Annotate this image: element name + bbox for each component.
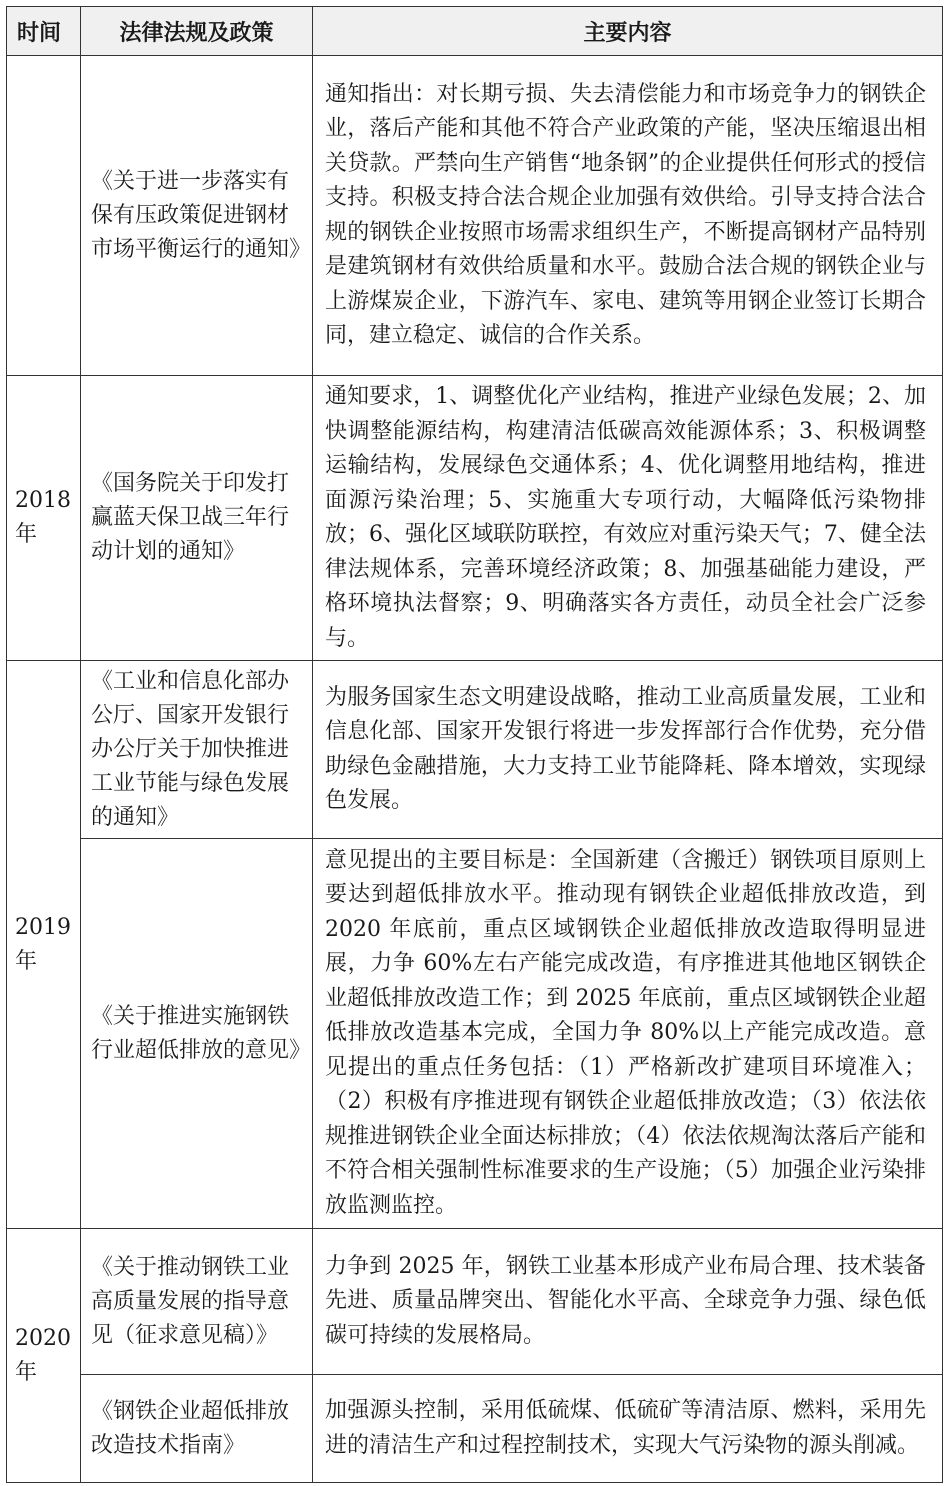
header-time: 时间 bbox=[7, 7, 81, 56]
table-row bbox=[7, 376, 943, 661]
policy-table bbox=[6, 6, 943, 1483]
table-row bbox=[7, 1375, 943, 1483]
table-header-row bbox=[7, 7, 943, 56]
content-cell: 通知指出：对长期亏损、失去清偿能力和市场竞争力的钢铁企业，落后产能和其他不符合产业政策的产能，坚决压缩退出相关贷款。严禁向生产销售“地条钢”的企业提供任何形式的授信支持。积极支持合法合规企业加强有效供给。引导支持合法合规的钢铁企业按照市场需求组织生产，不断提高钢材产品特别是建筑钢材有效供给质量和水平。鼓励合法合规的钢铁企业与上游煤炭企业，下游汽车、家电、建筑等用钢企业签订长期合同，建立稳定、诚信的合作关系。 bbox=[313, 56, 943, 376]
law-cell: 《关于推动钢铁工业高质量发展的指导意见（征求意见稿）》 bbox=[81, 1229, 313, 1375]
content-cell: 为服务国家生态文明建设战略，推动工业高质量发展，工业和信息化部、国家开发银行将进一步发挥部行合作优势，充分借助绿色金融措施，大力支持工业节能降耗、降本增效，实现绿色发展。 bbox=[313, 661, 943, 839]
time-cell-empty bbox=[7, 56, 81, 376]
content-cell: 意见提出的主要目标是：全国新建（含搬迁）钢铁项目原则上要达到超低排放水平。推动现有钢铁企业超低排放改造，到 2020 年底前，重点区域钢铁企业超低排放改造取得明显进展，力争 60%左右产能完成改造，有序推进其他地区钢铁企业超低排放改造工作；到 2025 年底前，重点区域钢铁企业超低排放改造基本完成，全国力争 80%以上产能完成改造。意见提出的重点任务包括：（1）严格新改扩建项目环境准入；（2）积极有序推进现有钢铁企业超低排放改造；（3）依法依规推进钢铁企业全面达标排放；（4）依法依规淘汰落后产能和不符合相关强制性标准要求的生产设施；（5）加强企业污染排放监测监控。 bbox=[313, 839, 943, 1229]
time-label: 2019 年 bbox=[15, 914, 71, 974]
law-cell: 《钢铁企业超低排放改造技术指南》 bbox=[81, 1375, 313, 1483]
table-row bbox=[7, 56, 943, 376]
law-cell: 《工业和信息化部办公厅、国家开发银行办公厅关于加快推进工业节能与绿色发展的通知》 bbox=[81, 661, 313, 839]
content-cell: 力争到 2025 年，钢铁工业基本形成产业布局合理、技术装备先进、质量品牌突出、智能化水平高、全球竞争力强、绿色低碳可持续的发展格局。 bbox=[313, 1229, 943, 1375]
time-label: 2020 年 bbox=[15, 1325, 71, 1385]
law-cell: 《国务院关于印发打赢蓝天保卫战三年行动计划的通知》 bbox=[81, 376, 313, 661]
law-cell: 《关于推进实施钢铁行业超低排放的意见》 bbox=[81, 839, 313, 1229]
time-label: 2018 年 bbox=[15, 488, 71, 547]
policy-table-container bbox=[6, 6, 943, 1483]
table-row bbox=[7, 839, 943, 1229]
time-cell bbox=[7, 376, 81, 661]
content-cell: 通知要求，1、调整优化产业结构，推进产业绿色发展；2、加快调整能源结构，构建清洁低碳高效能源体系；3、积极调整运输结构，发展绿色交通体系；4、优化调整用地结构，推进面源污染治理；5、实施重大专项行动，大幅降低污染物排放；6、强化区域联防联控，有效应对重污染天气；7、健全法律法规体系，完善环境经济政策；8、加强基础能力建设，严格环境执法督察；9、明确落实各方责任，动员全社会广泛参与。 bbox=[313, 376, 943, 661]
header-content: 主要内容 bbox=[313, 7, 943, 56]
header-law: 法律法规及政策 bbox=[81, 7, 313, 56]
content-cell: 加强源头控制，采用低硫煤、低硫矿等清洁原、燃料，采用先进的清洁生产和过程控制技术，实现大气污染物的源头削减。 bbox=[313, 1375, 943, 1483]
table-row bbox=[7, 661, 943, 839]
time-cell bbox=[7, 661, 81, 1229]
table-row bbox=[7, 1229, 943, 1375]
time-cell bbox=[7, 1229, 81, 1483]
law-cell: 《关于进一步落实有保有压政策促进钢材市场平衡运行的通知》 bbox=[81, 56, 313, 376]
